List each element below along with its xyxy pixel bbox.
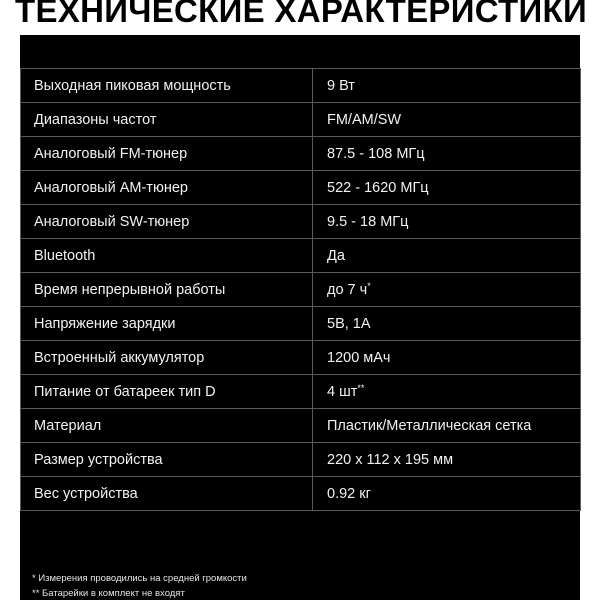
spec-row [21, 307, 581, 341]
spec-name: Bluetooth [21, 239, 313, 273]
title-bar [0, 0, 600, 35]
spec-row [21, 273, 581, 307]
spec-name: Материал [21, 409, 313, 443]
spec-value: 5В, 1А [327, 315, 371, 332]
spec-value: 87.5 - 108 МГц [327, 145, 425, 162]
spec-row [21, 239, 581, 273]
spec-name: Встроенный аккумулятор [21, 341, 313, 375]
spec-name: Время непрерывной работы [21, 273, 313, 307]
spec-value-cell [313, 171, 581, 205]
spec-value: до 7 ч [327, 282, 368, 298]
spec-value-cell [313, 137, 581, 171]
page-title: ТЕХНИЧЕСКИЕ ХАРАКТЕРИСТИКИ [15, 0, 587, 29]
spec-name: Питание от батареек тип D [21, 375, 313, 409]
spec-value: 1200 мАч [327, 349, 391, 366]
footnote: * Измерения проводились на средней громкости [32, 573, 247, 584]
spec-row [21, 69, 581, 103]
spec-value: 0.92 кг [327, 485, 371, 502]
footnote-mark: ** [357, 383, 365, 393]
spec-value: 220 х 112 х 195 мм [327, 451, 454, 468]
spec-name: Аналоговый AM-тюнер [21, 171, 313, 205]
spec-value: Пластик/Металлическая сетка [327, 417, 532, 434]
spec-name: Аналоговый FM-тюнер [21, 137, 313, 171]
spec-value: 4 шт [327, 384, 358, 400]
spec-name: Диапазоны частот [21, 103, 313, 137]
spec-value-cell [313, 341, 581, 375]
spec-row [21, 341, 581, 375]
spec-value-cell [313, 69, 581, 103]
spec-name: Вес устройства [21, 477, 313, 511]
spec-row [21, 409, 581, 443]
spec-value-cell [313, 205, 581, 239]
specs-panel [20, 35, 580, 600]
spec-value: 522 - 1620 МГц [327, 179, 429, 196]
spec-value-cell [313, 477, 581, 511]
specs-table-body [21, 69, 581, 511]
spec-value-cell [313, 239, 581, 273]
spec-row [21, 171, 581, 205]
spec-value: Да [327, 247, 345, 264]
spec-value-cell [313, 375, 581, 409]
spec-value-cell [313, 273, 581, 307]
spec-value: 9.5 - 18 МГц [327, 213, 409, 230]
spec-value-cell [313, 409, 581, 443]
footnote-mark: * [367, 281, 371, 291]
specs-table [20, 68, 581, 511]
spec-value-cell [313, 443, 581, 477]
spec-row [21, 375, 581, 409]
spec-name: Напряжение зарядки [21, 307, 313, 341]
spec-name: Выходная пиковая мощность [21, 69, 313, 103]
spec-value: FM/AM/SW [327, 111, 402, 128]
spec-row [21, 477, 581, 511]
spec-value-cell [313, 307, 581, 341]
spec-row [21, 137, 581, 171]
spec-value-cell [313, 103, 581, 137]
spec-name: Аналоговый SW-тюнер [21, 205, 313, 239]
spec-name: Размер устройства [21, 443, 313, 477]
spec-row [21, 103, 581, 137]
spec-value: 9 Вт [327, 77, 355, 94]
footnote: ** Батарейки в комплект не входят [32, 588, 185, 599]
footnotes [32, 571, 247, 600]
spec-row [21, 443, 581, 477]
spec-row [21, 205, 581, 239]
